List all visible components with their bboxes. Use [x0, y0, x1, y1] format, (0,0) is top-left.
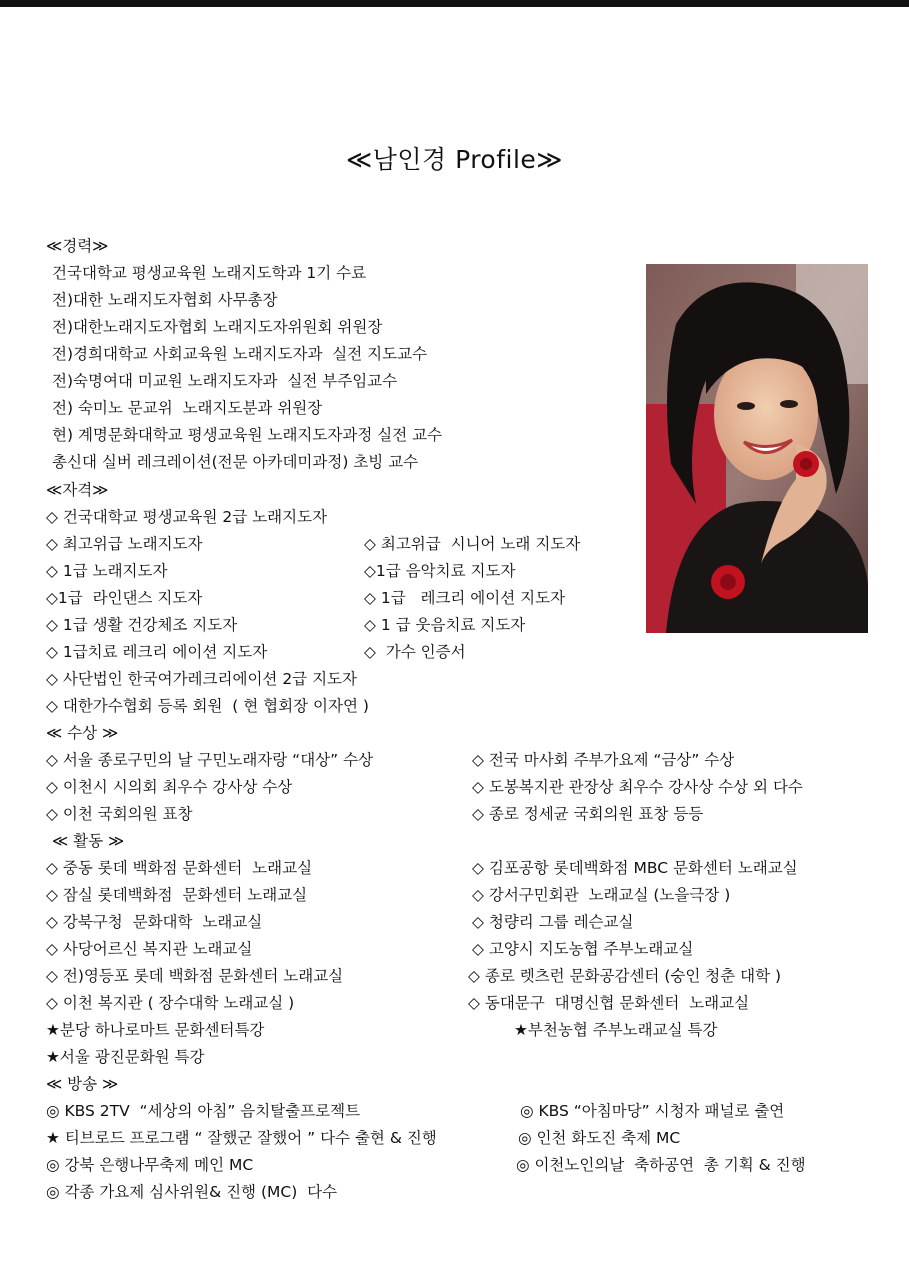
activity-item: ◇ 청량리 그룹 레슨교실 — [472, 913, 634, 931]
broadcast-item: ◎ 강북 은행나무축제 메인 MC — [46, 1156, 254, 1174]
activity-special-item: ★분당 하나로마트 문화센터특강 — [46, 1021, 265, 1039]
activity-item: ◇ 강서구민회관 노래교실 (노을극장 ) — [472, 886, 731, 904]
activity-special-item: ★서울 광진문화원 특강 — [46, 1048, 205, 1066]
profile-photo — [646, 264, 868, 633]
awards-heading: ≪ 수상 ≫ — [46, 724, 119, 742]
career-item: 전)대한노래지도자협회 노래지도자위원회 위원장 — [52, 318, 383, 336]
career-item: 전)경희대학교 사회교육원 노래지도자과 실전 지도교수 — [52, 345, 428, 363]
qualification-item: ◇ 대한가수협회 등록 회원 ( 현 협회장 이자연 ) — [46, 697, 369, 715]
broadcast-heading: ≪ 방송 ≫ — [46, 1075, 119, 1093]
activity-special-item: ★부천농협 주부노래교실 특강 — [514, 1021, 718, 1039]
qualification-item: ◇ 1급 노래지도자 — [46, 562, 168, 580]
career-item: 전) 숙미노 문교위 노래지도분과 위원장 — [52, 399, 323, 417]
activities-heading: ≪ 활동 ≫ — [52, 832, 125, 850]
qualification-item: ◇ 1 급 웃음치료 지도자 — [364, 616, 526, 634]
award-item: ◇ 이천 국회의원 표창 — [46, 805, 193, 823]
page-title: ≪남인경 Profile≫ — [346, 145, 563, 174]
career-item: 현) 계명문화대학교 평생교육원 노래지도자과정 실전 교수 — [52, 426, 443, 444]
career-heading: ≪경력≫ — [46, 237, 109, 255]
award-item: ◇ 이천시 시의회 최우수 강사상 수상 — [46, 778, 293, 796]
career-item: 전)대한 노래지도자협회 사무총장 — [52, 291, 278, 309]
activity-item: ◇ 고양시 지도농협 주부노래교실 — [472, 940, 694, 958]
qualification-item: ◇ 1급치료 레크리 에이션 지도자 — [46, 643, 268, 661]
top-border — [0, 0, 909, 7]
activity-item: ◇ 동대문구 대명신협 문화센터 노래교실 — [468, 994, 750, 1012]
award-item: ◇ 서울 종로구민의 날 구민노래자랑 “대상” 수상 — [46, 751, 374, 769]
award-item: ◇ 전국 마사회 주부가요제 “금상” 수상 — [472, 751, 735, 769]
award-item: ◇ 도봉복지관 관장상 최우수 강사상 수상 외 다수 — [472, 778, 803, 796]
qualification-item: ◇ 1급 레크리 에이션 지도자 — [364, 589, 566, 607]
broadcast-item: ◎ KBS 2TV “세상의 아침” 음치탈출프로젝트 — [46, 1102, 361, 1120]
broadcast-item: ★ 티브로드 프로그램 “ 잘했군 잘했어 ” 다수 출현 & 진행 — [46, 1129, 437, 1147]
activity-item: ◇ 이천 복지관 ( 장수대학 노래교실 ) — [46, 994, 295, 1012]
qualification-item: ◇ 최고위급 시니어 노래 지도자 — [364, 535, 581, 553]
activity-item: ◇ 잠실 롯데백화점 문화센터 노래교실 — [46, 886, 308, 904]
broadcast-item: ◎ 인천 화도진 축제 MC — [518, 1129, 681, 1147]
qualification-item: ◇ 사단법인 한국여가레크리에이션 2급 지도자 — [46, 670, 358, 688]
qualification-item: ◇1급 음악치료 지도자 — [364, 562, 516, 580]
activity-item: ◇ 사당어르신 복지관 노래교실 — [46, 940, 253, 958]
qualification-item: ◇ 1급 생활 건강체조 지도자 — [46, 616, 238, 634]
activity-item: ◇ 종로 렛츠런 문화공감센터 (숭인 청춘 대학 ) — [468, 967, 782, 985]
activity-item: ◇ 김포공항 롯데백화점 MBC 문화센터 노래교실 — [472, 859, 798, 877]
career-item: 전)숙명여대 미교원 노래지도자과 실전 부주임교수 — [52, 372, 398, 390]
award-item: ◇ 종로 정세균 국회의원 표창 등등 — [472, 805, 704, 823]
broadcast-item: ◎ KBS “아침마당” 시청자 패널로 출연 — [520, 1102, 785, 1120]
qualification-item: ◇ 가수 인증서 — [364, 643, 466, 661]
activity-item: ◇ 전)영등포 롯데 백화점 문화센터 노래교실 — [46, 967, 344, 985]
qualifications-heading: ≪자격≫ — [46, 481, 109, 499]
activity-item: ◇ 중동 롯데 백화점 문화센터 노래교실 — [46, 859, 313, 877]
activity-item: ◇ 강북구청 문화대학 노래교실 — [46, 913, 263, 931]
qualification-item: ◇ 최고위급 노래지도자 — [46, 535, 203, 553]
broadcast-item: ◎ 이천노인의날 축하공연 총 기획 & 진행 — [516, 1156, 806, 1174]
career-item: 건국대학교 평생교육원 노래지도학과 1기 수료 — [52, 264, 367, 282]
qualification-item: ◇1급 라인댄스 지도자 — [46, 589, 203, 607]
qualification-item: ◇ 건국대학교 평생교육원 2급 노래지도자 — [46, 508, 328, 526]
broadcast-item: ◎ 각종 가요제 심사위원& 진행 (MC) 다수 — [46, 1183, 338, 1201]
career-item: 총신대 실버 레크레이션(전문 아카데미과정) 초빙 교수 — [52, 453, 419, 471]
